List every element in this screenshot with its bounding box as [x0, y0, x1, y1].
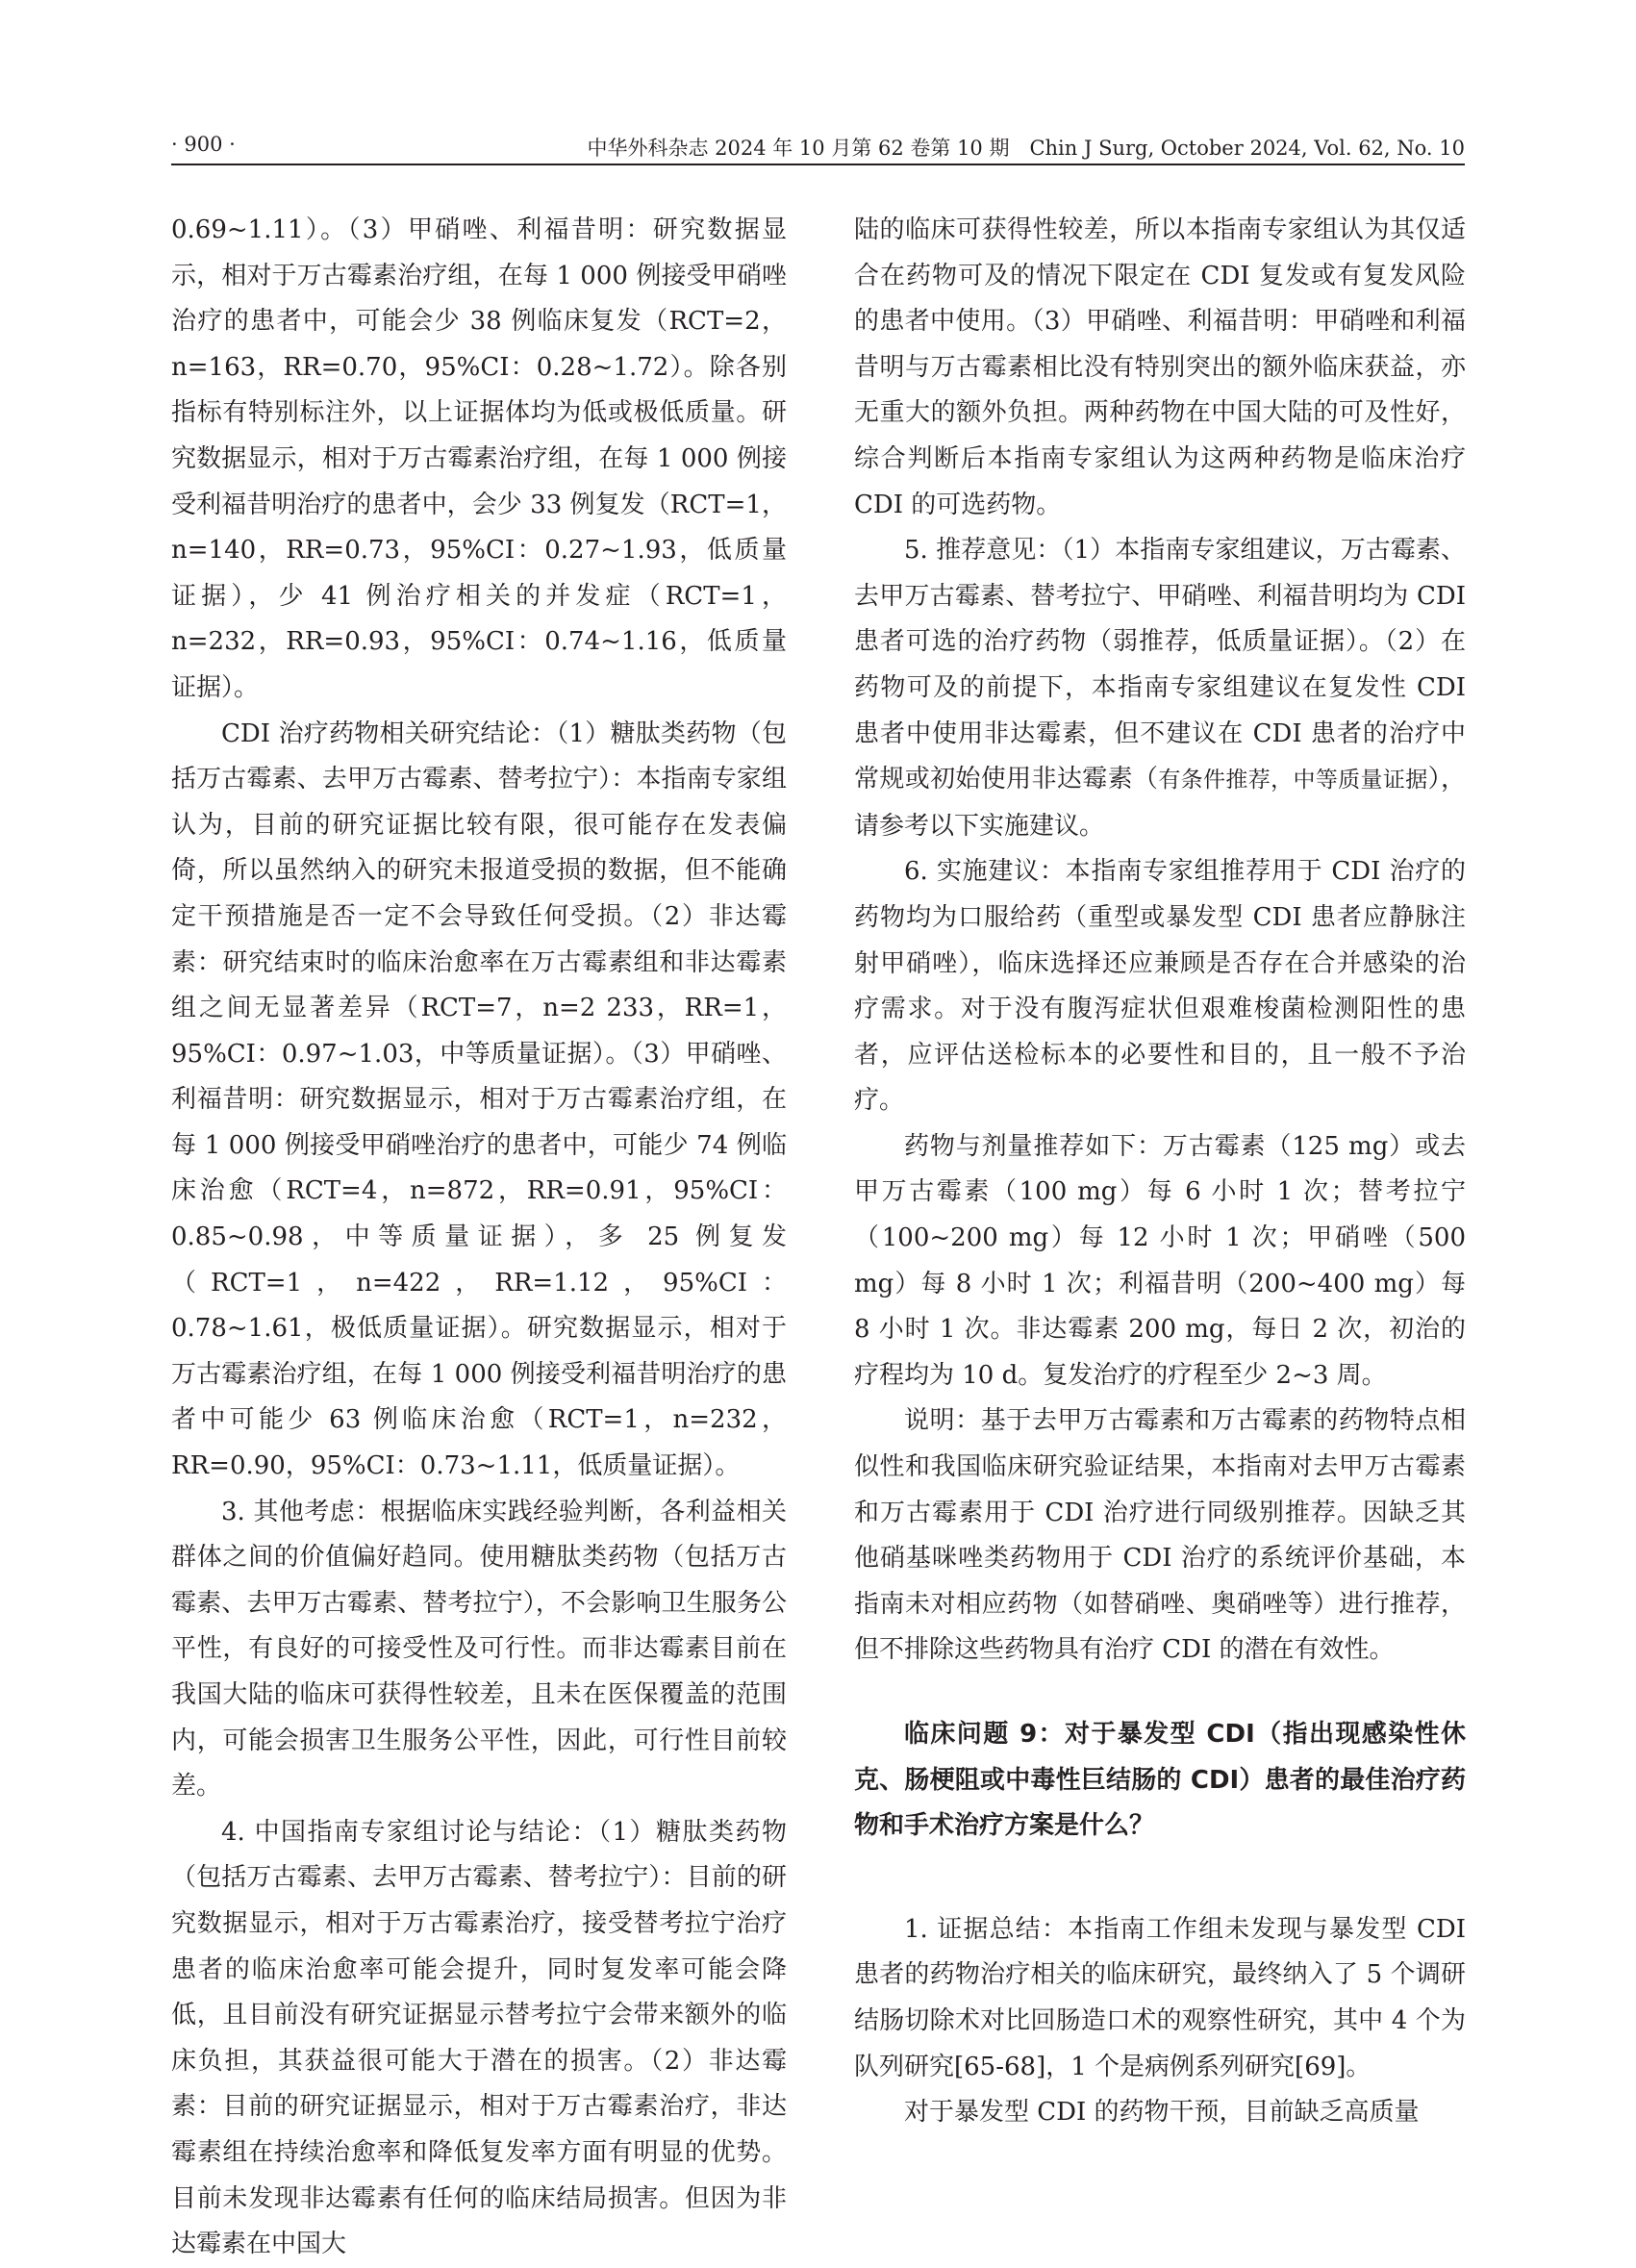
paragraph-expert-discussion: 4. 中国指南专家组讨论与结论：（1）糖肽类药物（包括万古霉素、去甲万古霉素、替考拉宁）：目前的研究数据显示，相对于万古霉素治疗，接受替考拉宁治疗患者的临床治愈率可能会提升，同时复发率可能会降低，且目前没有研究证据显示替考拉宁会带来额外的临床负担，其获益很可能大于潜在的损害。（2）非达霉素：目前的研究证据显示，相对于万古霉素治疗，非达霉素组在持续治愈率和降低复发率方面有明显的优势。目前未发现非达霉素有任何的临床结局损害。但因为非达霉素在中国大 — [171, 1817, 787, 2259]
paragraph-cdi-drug-conclusions: CDI 治疗药物相关研究结论：（1）糖肽类药物（包括万古霉素、去甲万古霉素、替考拉宁）：本指南专家组认为，目前的研究证据比较有限，很可能存在发表偏倚，所以虽然纳入的研究未报道受损的数据，但不能确定干预措施是否一定不会导致任何受损。（2）非达霉素：研究结束时的临床治愈率在万古霉素组和非达霉素组之间无显著差异（RCT=7，n=2 233，RR=1，95%CI：0.97~1.03，中等质量证据）。（3）甲硝唑、利福昔明：研究数据显示，相对于万古霉素治疗组，在每 1 000 例接受甲硝唑治疗的患者中，可能少 74 例临床治愈（RCT=4，n=872，RR=0.91，95%CI：0.85~0.98，中等质量证据），多 25 例复发（RCT=1，n=422，RR=1.12，95%CI：0.78~1.61，极低质量证据）。研究数据显示，相对于万古霉素治疗组，在每 1 000 例接受利福昔明治疗的患者中可能少 63 例临床治愈（RCT=1，n=232，RR=0.90，95%CI：0.73~1.11，低质量证据）。 — [171, 718, 787, 1481]
recommendation-grade: 有条件推荐，中等质量证据 — [1158, 768, 1428, 794]
paragraph-evidence-summary: 1. 证据总结：本指南工作组未发现与暴发型 CDI 患者的药物治疗相关的临床研究，最终纳入了 5 个调研结肠切除术对比回肠造口术的观察性研究，其中 4 个为队列研究[65-68]，1 个是病例系列研究[69]。 — [854, 1914, 1466, 2081]
paragraph-other-considerations: 3. 其他考虑：根据临床实践经验判断，各利益相关群体之间的价值偏好趋同。使用糖肽类药物（包括万古霉素、去甲万古霉素、替考拉宁），不会影响卫生服务公平性，有良好的可接受性及可行性。而非达霉素目前在我国大陆的临床可获得性较差，且未在医保覆盖的范围内，可能会损害卫生服务公平性，因此，可行性目前较差。 — [171, 1497, 787, 1802]
paragraph-dosage: 药物与剂量推荐如下：万古霉素（125 mg）或去甲万古霉素（100 mg）每 6 小时 1 次；替考拉宁（100~200 mg）每 12 小时 1 次；甲硝唑（500 mg）每 8 小时 1 次；利福昔明（200~400 mg）每 8 小时 1 次。非达霉素 200 mg，每日 2 次，初治的疗程均为 10 d。复发治疗的疗程至少 2~3 周。 — [854, 1131, 1466, 1390]
left-column — [171, 208, 787, 2268]
paragraph-evidence-continued: 0.69~1.11）。（3）甲硝唑、利福昔明：研究数据显示，相对于万古霉素治疗组，在每 1 000 例接受甲硝唑治疗的患者中，可能会少 38 例临床复发（RCT=2，n=163，RR=0.70，95%CI：0.28~1.72）。除各别指标有特别标注外，以上证据体均为低或极低质量。研究数据显示，相对于万古霉素治疗组，在每 1 000 例接受利福昔明治疗的患者中，会少 33 例复发（RCT=1，n=140，RR=0.73，95%CI：0.27~1.93，低质量证据），少 41 例治疗相关的并发症（RCT=1，n=232，RR=0.93，95%CI：0.74~1.16，低质量证据）。 — [171, 215, 787, 702]
running-header — [171, 125, 1465, 164]
header-rule — [171, 164, 1465, 165]
journal-citation: 中华外科杂志 2024 年 10 月第 62 卷第 10 期 Chin J Surg, October 2024, Vol. 62, No. 10 — [587, 137, 1465, 160]
paragraph-implementation: 6. 实施建议：本指南专家组推荐用于 CDI 治疗的药物均为口服给药（重型或暴发型 CDI 患者应静脉注射甲硝唑），临床选择还应兼顾是否存在合并感染的治疗需求。对于没有腹泻症状但艰难梭菌检测阳性的患者，应评估送检标本的必要性和目的，且一般不予治疗。 — [854, 857, 1466, 1116]
section-heading-question-9: 临床问题 9：对于暴发型 CDI（指出现感染性休克、肠梗阻或中毒性巨结肠的 CDI）患者的最佳治疗药物和手术治疗方案是什么？ — [854, 1720, 1466, 1841]
paragraph-notes: 说明：基于去甲万古霉素和万古霉素的药物特点相似性和我国临床研究验证结果，本指南对去甲万古霉素和万古霉素用于 CDI 治疗进行同级别推荐。因缺乏其他硝基咪唑类药物用于 CDI 治疗的系统评价基础，本指南未对相应药物（如替硝唑、奥硝唑等）进行推荐，但不排除这些药物具有治疗 CDI 的潜在有效性。 — [854, 1406, 1466, 1665]
paragraph-fidaxomicin-availability: 陆的临床可获得性较差，所以本指南专家组认为其仅适合在药物可及的情况下限定在 CDI 复发或有复发风险的患者中使用。（3）甲硝唑、利福昔明：甲硝唑和利福昔明与万古霉素相比没有特别突出的额外临床获益，亦无重大的额外负担。两种药物在中国大陆的可及性好，综合判断后本指南专家组认为这两种药物是临床治疗 CDI 的可选药物。 — [854, 215, 1466, 519]
recommendation-text: 5. 推荐意见：（1）本指南专家组建议，万古霉素、去甲万古霉素、替考拉宁、甲硝唑、利福昔明均为 CDI 患者可选的治疗药物（弱推荐，低质量证据）。（2）在药物可及的前提下，本指南专家组建议在复发性 CDI 患者中使用非达霉素，但不建议在 CDI 患者的治疗中常规或初始使用非达霉素（ — [854, 536, 1466, 794]
page-number: · 900 · — [171, 133, 236, 156]
recommendation-tail: ），请参考以下实施建议。 — [854, 765, 1466, 841]
paragraph-recommendations — [854, 528, 1466, 849]
paragraph-fulminant-cdi: 对于暴发型 CDI 的药物干预，目前缺乏高质量 — [904, 2098, 1420, 2128]
right-column — [854, 208, 1466, 2136]
